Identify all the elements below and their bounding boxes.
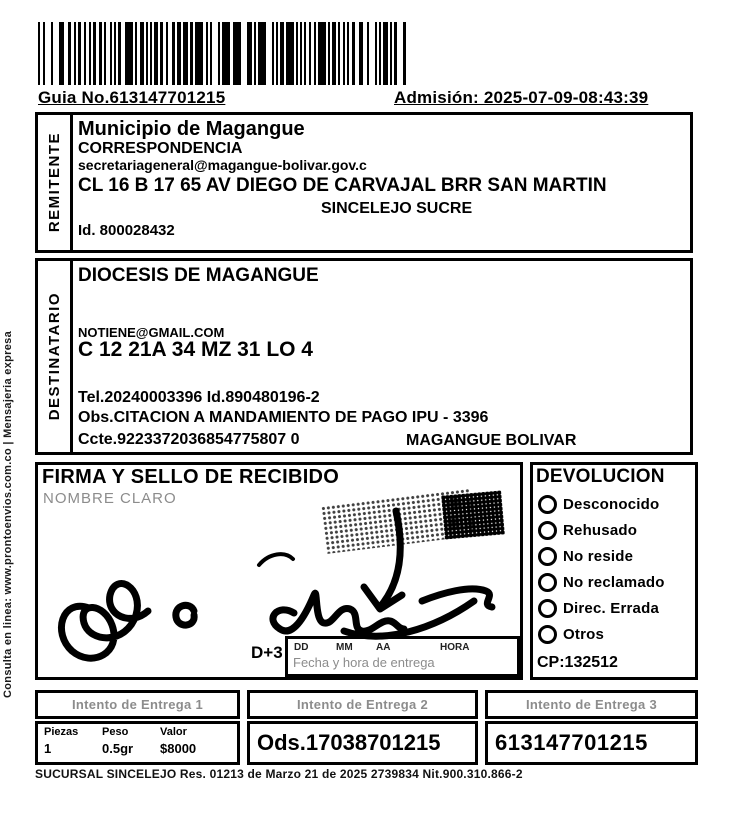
return-option-rehusado: Rehusado xyxy=(536,517,693,543)
recipient-name: DIOCESIS DE MAGANGUE xyxy=(78,265,319,286)
valor-label: Valor xyxy=(160,726,187,738)
sender-box xyxy=(35,112,693,253)
admission-datetime: Admisión: 2025-07-09-08:43:39 xyxy=(394,88,649,107)
d-plus-3-label: D+3 xyxy=(251,643,283,662)
recipient-tel-id: Tel.20240003396 Id.890480196-2 xyxy=(78,389,320,406)
sender-city: SINCELEJO SUCRE xyxy=(321,200,473,217)
return-box xyxy=(530,462,698,680)
recipient-address: C 12 21A 34 MZ 31 LO 4 xyxy=(78,338,313,361)
attempt-1-header: Intento de Entrega 1 xyxy=(35,690,240,719)
ods-number-cell: Ods.17038701215 xyxy=(247,721,478,765)
sender-name: Municipio de Magangue xyxy=(78,118,305,140)
return-option-no-reclamado: No reclamado xyxy=(536,569,693,595)
sender-id: Id. 800028432 xyxy=(78,222,175,239)
return-option-desconocido: Desconocido xyxy=(536,491,693,517)
peso-value: 0.5gr xyxy=(102,741,134,756)
sender-email: secretariageneral@magangue-bolivar.gov.c xyxy=(78,157,367,173)
date-aa-label: AA xyxy=(376,642,391,653)
signature-box xyxy=(35,462,523,680)
radio-otros-icon xyxy=(538,625,557,644)
radio-no-reclamado-icon xyxy=(538,573,557,592)
radio-direc-errada-icon xyxy=(538,599,557,618)
package-details-cell xyxy=(35,721,240,765)
sender-section-label: REMITENTE xyxy=(45,132,63,233)
nombre-claro-label: NOMBRE CLARO xyxy=(43,490,177,507)
date-hora-label: HORA xyxy=(440,642,470,653)
sender-address: CL 16 B 17 65 AV DIEGO DE CARVAJAL BRR SAN MARTIN xyxy=(78,175,607,196)
barcode xyxy=(38,22,616,85)
attempt-3-header: Intento de Entrega 3 xyxy=(485,690,698,719)
recipient-obs: Obs.CITACION A MANDAMIENTO DE PAGO IPU - 3396 xyxy=(78,409,489,426)
recipient-strip xyxy=(38,261,73,452)
online-tracking-note: Consulta en linea: www.prontoenvios.com.co | Mensajeria expresa xyxy=(2,331,14,698)
branch-resolution-footer: SUCURSAL SINCELEJO Res. 01213 de Marzo 21 de 2025 2739834 Nit.900.310.866-2 xyxy=(35,767,523,781)
date-caption: Fecha y hora de entrega xyxy=(293,655,435,670)
return-title: DEVOLUCION xyxy=(536,466,665,487)
signature-title: FIRMA Y SELLO DE RECIBIDO xyxy=(42,466,340,488)
return-option-direc-errada: Direc. Errada xyxy=(536,595,693,621)
peso-label: Peso xyxy=(102,726,129,738)
piezas-label: Piezas xyxy=(44,726,79,738)
online-tracking-note-wrap xyxy=(2,278,14,698)
guia-number: Guia No.613147701215 xyxy=(38,88,226,107)
recipient-ccte: Ccte.9223372036854775807 0 xyxy=(78,431,300,448)
guia-number-cell: 613147701215 xyxy=(485,721,698,765)
return-option-otros: Otros xyxy=(536,621,693,647)
radio-desconocido-icon xyxy=(538,495,557,514)
recipient-box xyxy=(35,258,693,455)
sender-dependency: CORRESPONDENCIA xyxy=(78,140,243,157)
delivery-date-box xyxy=(285,636,520,677)
recipient-city: MAGANGUE BOLIVAR xyxy=(406,432,577,449)
radio-no-reside-icon xyxy=(538,547,557,566)
date-dd-label: DD xyxy=(294,642,309,653)
recipient-email: NOTIENE@GMAIL.COM xyxy=(78,325,225,340)
radio-rehusado-icon xyxy=(538,521,557,540)
sender-strip xyxy=(38,115,73,250)
valor-value: $8000 xyxy=(160,741,197,756)
date-mm-label: MM xyxy=(336,642,353,653)
attempt-2-header: Intento de Entrega 2 xyxy=(247,690,478,719)
return-option-no-reside: No reside xyxy=(536,543,693,569)
piezas-value: 1 xyxy=(44,741,52,756)
recipient-section-label: DESTINATARIO xyxy=(45,292,63,421)
postal-code: CP:132512 xyxy=(537,654,618,671)
